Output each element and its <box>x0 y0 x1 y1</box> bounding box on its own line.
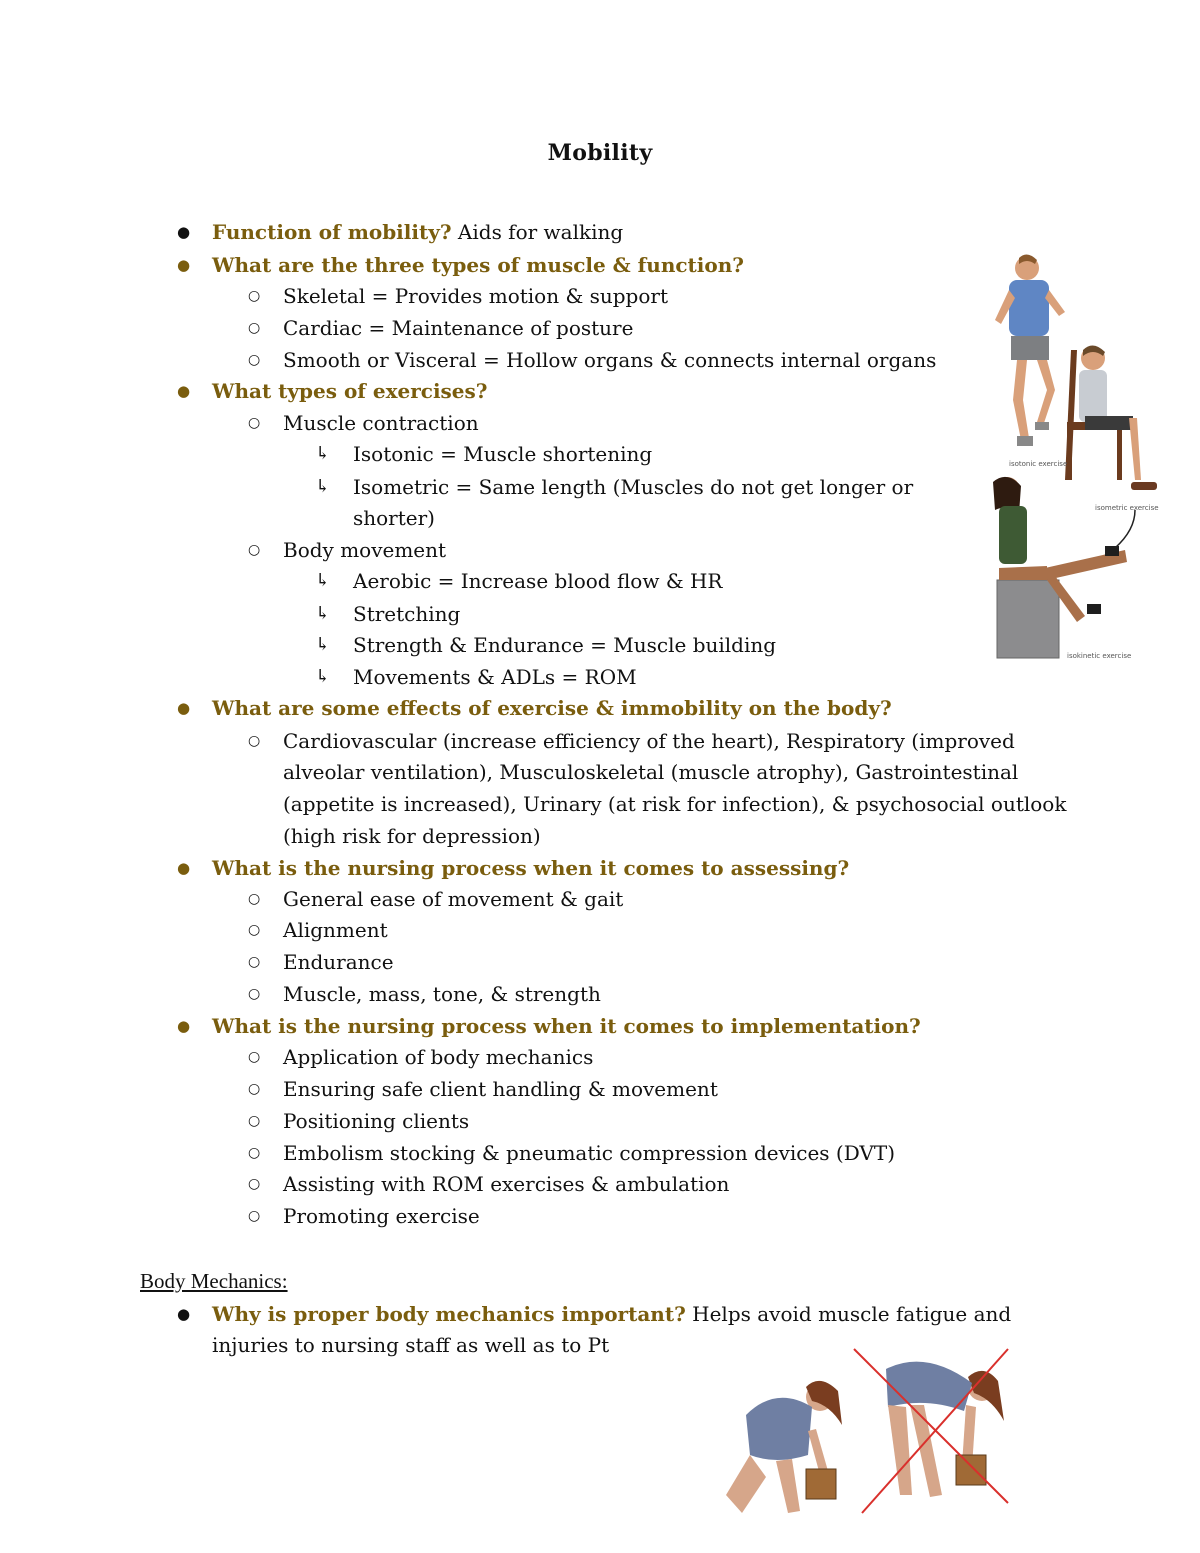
list-item: Endurance <box>283 950 394 974</box>
correct-lifting-figure <box>726 1381 842 1513</box>
list-item: General ease of movement & gait <box>283 887 624 911</box>
list-item: Aerobic = Increase blood flow & HR <box>353 569 723 593</box>
list-item: Ensuring safe client handling & movement <box>283 1077 718 1101</box>
lifting-posture-illustration <box>716 1345 1016 1525</box>
list-item-body-mechanics <box>212 1298 1011 1330</box>
list-item-q5: What is the nursing process when it comes to assessing? <box>212 856 850 880</box>
bullet-arrow: ↳ <box>315 634 331 655</box>
answer-text: Helps avoid muscle fatigue and <box>685 1302 1012 1326</box>
list-item-continued: injuries to nursing staff as well as to Pt <box>212 1333 610 1357</box>
list-item: Muscle, mass, tone, & strength <box>283 982 601 1006</box>
figure-caption-isotonic: isotonic exercise <box>1009 460 1068 468</box>
list-item: Positioning clients <box>283 1109 470 1133</box>
question-text: Function of mobility? <box>212 220 452 244</box>
figure-caption-isometric: isometric exercise <box>1095 504 1159 512</box>
bullet-dot: ● <box>177 382 191 400</box>
list-item: Movements & ADLs = ROM <box>353 665 637 689</box>
bullet-arrow: ↳ <box>315 570 331 591</box>
list-item: Alignment <box>283 918 388 942</box>
list-item: Promoting exercise <box>283 1204 480 1228</box>
exercise-illustration <box>985 250 1175 670</box>
bullet-circle: ○ <box>248 1176 261 1192</box>
list-item-q2: What are the three types of muscle & function? <box>212 253 744 277</box>
bullet-circle: ○ <box>248 733 261 749</box>
bullet-circle: ○ <box>248 1081 261 1097</box>
seated-figure <box>1065 345 1157 490</box>
list-item: Isometric = Same length (Muscles do not get longer or <box>353 475 914 499</box>
bullet-dot: ● <box>177 256 191 274</box>
page-title: Mobility <box>547 140 653 166</box>
list-item: Strength & Endurance = Muscle building <box>353 633 777 657</box>
bullet-dot: ● <box>177 223 191 241</box>
bullet-circle: ○ <box>248 542 261 558</box>
list-item: Stretching <box>353 602 461 626</box>
list-item: Application of body mechanics <box>283 1045 594 1069</box>
incorrect-lifting-figure <box>886 1362 1004 1497</box>
list-item-q6: What is the nursing process when it comes to implementation? <box>212 1014 921 1038</box>
bullet-dot: ● <box>177 1305 191 1323</box>
bullet-circle: ○ <box>248 320 261 336</box>
bullet-arrow: ↳ <box>315 666 331 687</box>
list-item-continued: (appetite is increased), Urinary (at risk for infection), & psychosocial outlook <box>283 792 1067 816</box>
bullet-circle: ○ <box>248 1145 261 1161</box>
list-item: Muscle contraction <box>283 411 479 435</box>
list-item: Cardiac = Maintenance of posture <box>283 316 634 340</box>
answer-text: Aids for walking <box>451 220 624 244</box>
list-item: Cardiovascular (increase efficiency of the heart), Respiratory (improved <box>283 729 1015 753</box>
runner-figure <box>995 254 1065 446</box>
list-item-continued: (high risk for depression) <box>283 824 541 848</box>
figure-caption-isokinetic: isokinetic exercise <box>1067 652 1132 660</box>
list-item-continued: alveolar ventilation), Musculoskeletal (muscle atrophy), Gastrointestinal <box>283 760 1019 784</box>
list-item: Embolism stocking & pneumatic compression devices (DVT) <box>283 1141 896 1165</box>
list-item-q1 <box>212 216 623 248</box>
list-item: Skeletal = Provides motion & support <box>283 284 668 308</box>
list-item-q3: What types of exercises? <box>212 379 488 403</box>
bullet-dot: ● <box>177 699 191 717</box>
question-text: Why is proper body mechanics important? <box>212 1302 686 1326</box>
bullet-arrow: ↳ <box>315 443 331 464</box>
bullet-dot: ● <box>177 859 191 877</box>
bullet-arrow: ↳ <box>315 476 331 497</box>
list-item-q4: What are some effects of exercise & immobility on the body? <box>212 696 892 720</box>
section-heading: Body Mechanics: <box>140 1269 288 1293</box>
bullet-circle: ○ <box>248 1208 261 1224</box>
bullet-arrow: ↳ <box>315 603 331 624</box>
bullet-circle: ○ <box>248 288 261 304</box>
bullet-circle: ○ <box>248 1113 261 1129</box>
list-item: Body movement <box>283 538 447 562</box>
bullet-circle: ○ <box>248 891 261 907</box>
bullet-circle: ○ <box>248 1049 261 1065</box>
bullet-circle: ○ <box>248 954 261 970</box>
list-item: Smooth or Visceral = Hollow organs & connects internal organs <box>283 348 937 372</box>
bullet-circle: ○ <box>248 986 261 1002</box>
bullet-circle: ○ <box>248 352 261 368</box>
list-item: Assisting with ROM exercises & ambulation <box>283 1172 730 1196</box>
list-item: Isotonic = Muscle shortening <box>353 442 653 466</box>
list-item-continued: shorter) <box>353 506 435 530</box>
bullet-circle: ○ <box>248 922 261 938</box>
bullet-dot: ● <box>177 1017 191 1035</box>
lifting-figures-svg <box>716 1345 1016 1525</box>
bullet-circle: ○ <box>248 415 261 431</box>
